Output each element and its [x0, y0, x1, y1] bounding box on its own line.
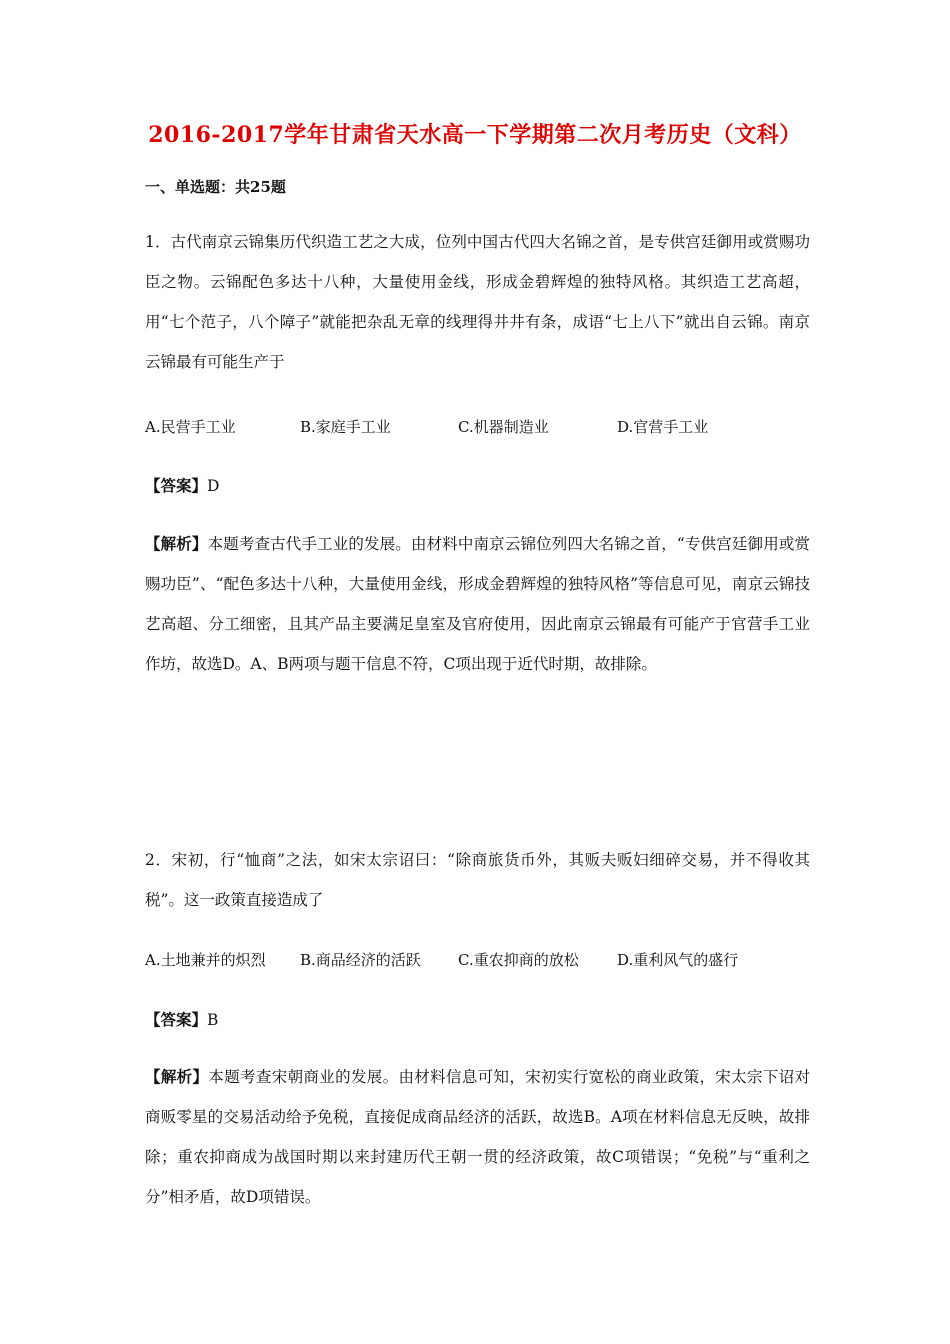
question-1-option-a: A.民营手工业	[145, 418, 236, 436]
question-2-answer	[145, 1008, 218, 1030]
question-2-stem: 2．宋初，行“恤商”之法，如宋太宗诏曰：“除商旅货币外，其贩夫贩妇细碎交易，并不得收其税”。这一政策直接造成了	[145, 851, 810, 909]
document-title: 2016-2017学年甘肃省天水高一下学期第二次月考历史（文科）	[148, 122, 802, 148]
question-1-option-d: D.官营手工业	[617, 418, 709, 436]
answer-label: 【答案】	[145, 476, 208, 495]
answer-label: 【答案】	[145, 1010, 208, 1029]
question-1-analysis	[145, 524, 810, 684]
analysis-label: 【解析】	[145, 534, 208, 553]
section-heading: 一、单选题：共25题	[145, 178, 286, 196]
analysis-label: 【解析】	[145, 1067, 209, 1086]
question-2-option-d: D.重利风气的盛行	[617, 951, 739, 969]
question-2-option-a: A.土地兼并的炽烈	[145, 951, 266, 969]
question-1-stem: 1．古代南京云锦集历代织造工艺之大成，位列中国古代四大名锦之首，是专供宫廷御用或赏赐功臣之物。云锦配色多达十八种，大量使用金线，形成金碧辉煌的独特风格。其织造工艺高超，用“七个范子，八个障子”就能把杂乱无章的线理得井井有条，成语“七上八下”就出自云锦。南京云锦最有可能生产于	[145, 233, 810, 371]
question-2-option-b: B.商品经济的活跃	[300, 951, 421, 969]
analysis-text: 本题考查古代手工业的发展。由材料中南京云锦位列四大名锦之首，“专供宫廷御用或赏赐功臣”、“配色多达十八种，大量使用金线，形成金碧辉煌的独特风格”等信息可见，南京云锦技艺高超、分工细密，且其产品主要满足皇室及官府使用，因此南京云锦最有可能产于官营手工业作坊，故选D。A、B两项与题干信息不符，C项出现于近代时期，故排除。	[145, 535, 810, 673]
analysis-text: 本题考查宋朝商业的发展。由材料信息可知，宋初实行宽松的商业政策，宋太宗下诏对商贩零星的交易活动给予免税，直接促成商品经济的活跃，故选B。A项在材料信息无反映，故排除；重农抑商成为战国时期以来封建历代王朝一贯的经济政策，故C项错误；“免税”与“重利之分”相矛盾，故D项错误。	[145, 1068, 810, 1206]
question-1-option-b: B.家庭手工业	[300, 418, 391, 436]
question-2-option-c: C.重农抑商的放松	[458, 951, 579, 969]
answer-value: B	[207, 1011, 219, 1029]
answer-value: D	[207, 477, 220, 495]
question-2-options	[145, 949, 825, 973]
question-1-answer	[145, 474, 219, 496]
question-2-analysis	[145, 1057, 810, 1217]
question-1-option-c: C.机器制造业	[458, 418, 549, 436]
question-1-options	[145, 416, 825, 440]
